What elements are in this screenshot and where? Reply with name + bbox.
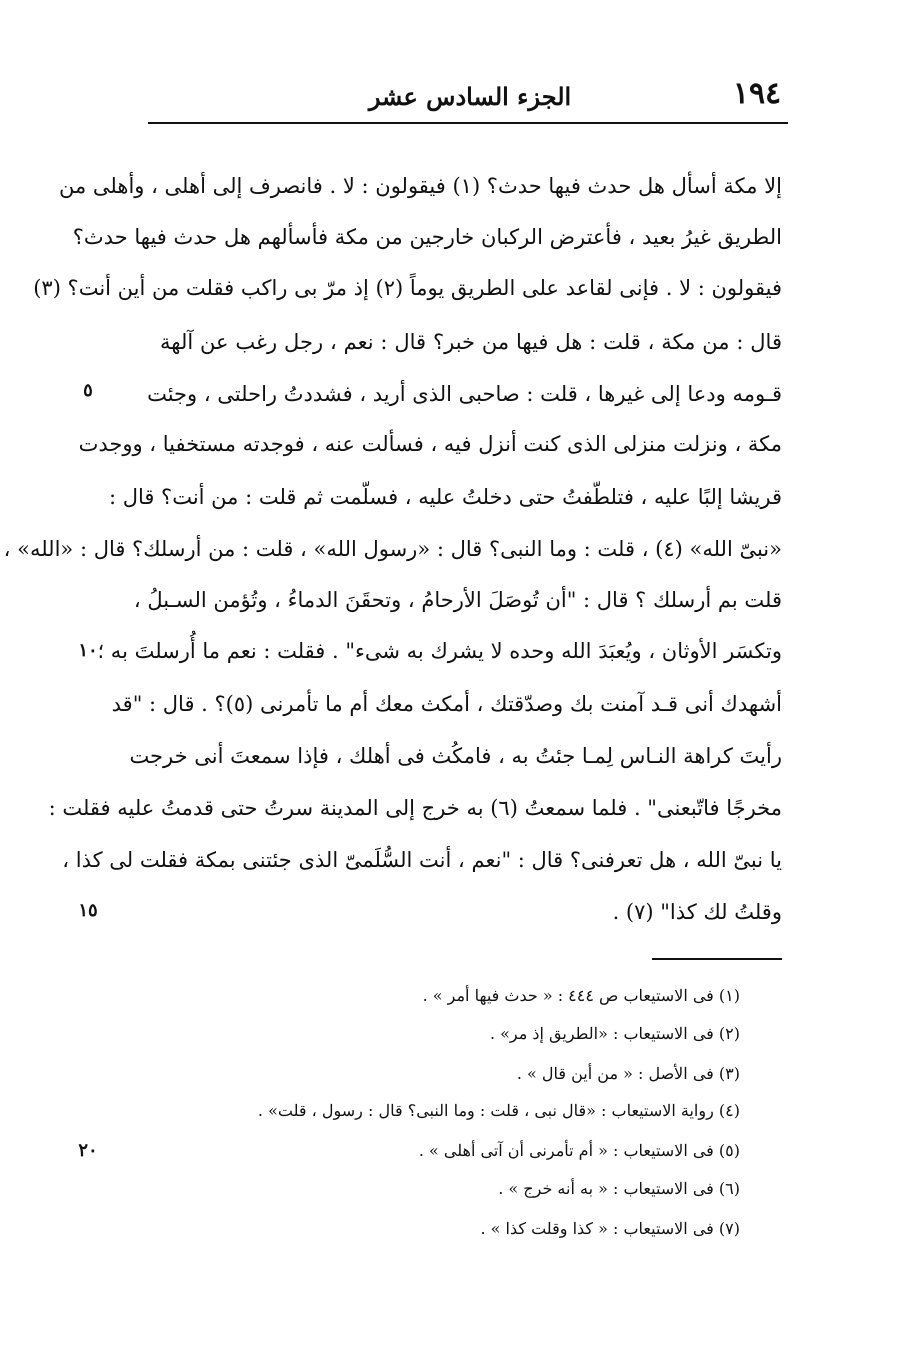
footnote: (٤) رواية الاستيعاب : «قال نبى ، قلت : وما النبى؟ قال : رسول ، قلت» . [257,1101,740,1120]
text-line: وقلتُ لك كذا" (٧) . [612,900,782,924]
text-line: فيقولون : لا . فإنى لقاعد على الطريق يوماً (٢) إذ مرّ بى راكب فقلت من أين أنت؟ (٣) [33,276,782,300]
footnote-rule [652,958,782,960]
footnote: (٢) فى الاستيعاب : «الطريق إذ مر» . [489,1024,740,1043]
header-rule [148,122,788,124]
text-line: قال : من مكة ، قلت : هل فيها من خبر؟ قال : نعم ، رجل رغب عن آلهة [160,330,782,354]
page-number: ١٩٤ [732,76,782,111]
text-line: قريشا إلبًا عليه ، فتلطّفتُ حتى دخلتُ عليه ، فسلّمت ثم قلت : من أنت؟ قال : [108,485,782,509]
text-line: الطريق غيرُ بعيد ، فأعترض الركبان خارجين من مكة فأسألهم هل حدث فيها حدث؟ [72,225,782,249]
line-number-20: ٢٠ [78,1140,98,1161]
text-line: قلت بم أرسلك ؟ قال : "أن تُوصَلَ الأرحامُ ، وتحقَنَ الدماءُ ، وتُؤمن السـبلُ ، [133,588,782,612]
footnote: (٥) فى الاستيعاب : « أم تأمرنى أن آتى أهلى » . [418,1141,740,1160]
footnote: (٦) فى الاستيعاب : « به أنه خرج » . [498,1179,740,1198]
text-line: إلا مكة أسأل هل حدث فيها حدث؟ (١) فيقولون : لا . فانصرف إلى أهلى ، وأهلى من [59,174,782,198]
text-line: قـومه ودعا إلى غيرها ، قلت : صاحبى الذى أريد ، فشددتُ راحلتى ، وجئت [147,382,782,406]
text-line: وتكسَر الأوثان ، ويُعبَدَ الله وحده لا يشرك به شىء" . فقلت : نعم ما أُرسلتَ به ؛ [97,639,782,663]
line-number-10: ١٠ [78,640,98,661]
footnote: (١) فى الاستيعاب ص ٤٤٤ : « حدث فيها أمر » . [422,986,740,1005]
text-line: أشهدك أنى قـد آمنت بك وصدّقتك ، أمكث معك أم ما تأمرنى (٥)؟ . قال : "قد [111,692,782,716]
text-line: يا نبىّ الله ، هل تعرفنى؟ قال : "نعم ، أنت السُّلَمىّ الذى جئتنى بمكة فقلت لى كذا ، [62,848,782,872]
line-number-5: ٥ [83,380,93,401]
line-number-15: ١٥ [78,900,98,921]
text-line: «نبىّ الله» (٤) ، قلت : وما النبى؟ قال : «رسول الله» ، قلت : من أرسلك؟ قال : «الله» ، [3,537,782,561]
running-title: الجزء السادس عشر [368,82,572,111]
text-line: رأيتَ كراهة النـاس لِمـا جئتُ به ، فامكُث فى أهلك ، فإذا سمعتَ أنى خرجت [129,744,782,768]
text-line: مخرجًا فاتّبعنى" . فلما سمعتُ (٦) به خرج إلى المدينة سرتُ حتى قدمتُ عليه فقلت : [48,796,782,820]
text-line: مكة ، ونزلت منزلى الذى كنت أنزل فيه ، فسألت عنه ، فوجدته مستخفيا ، ووجدت [78,432,782,456]
footnote: (٣) فى الأصل : « من أين قال » . [516,1064,740,1083]
footnote: (٧) فى الاستيعاب : « كذا وقلت كذا » . [480,1219,740,1238]
